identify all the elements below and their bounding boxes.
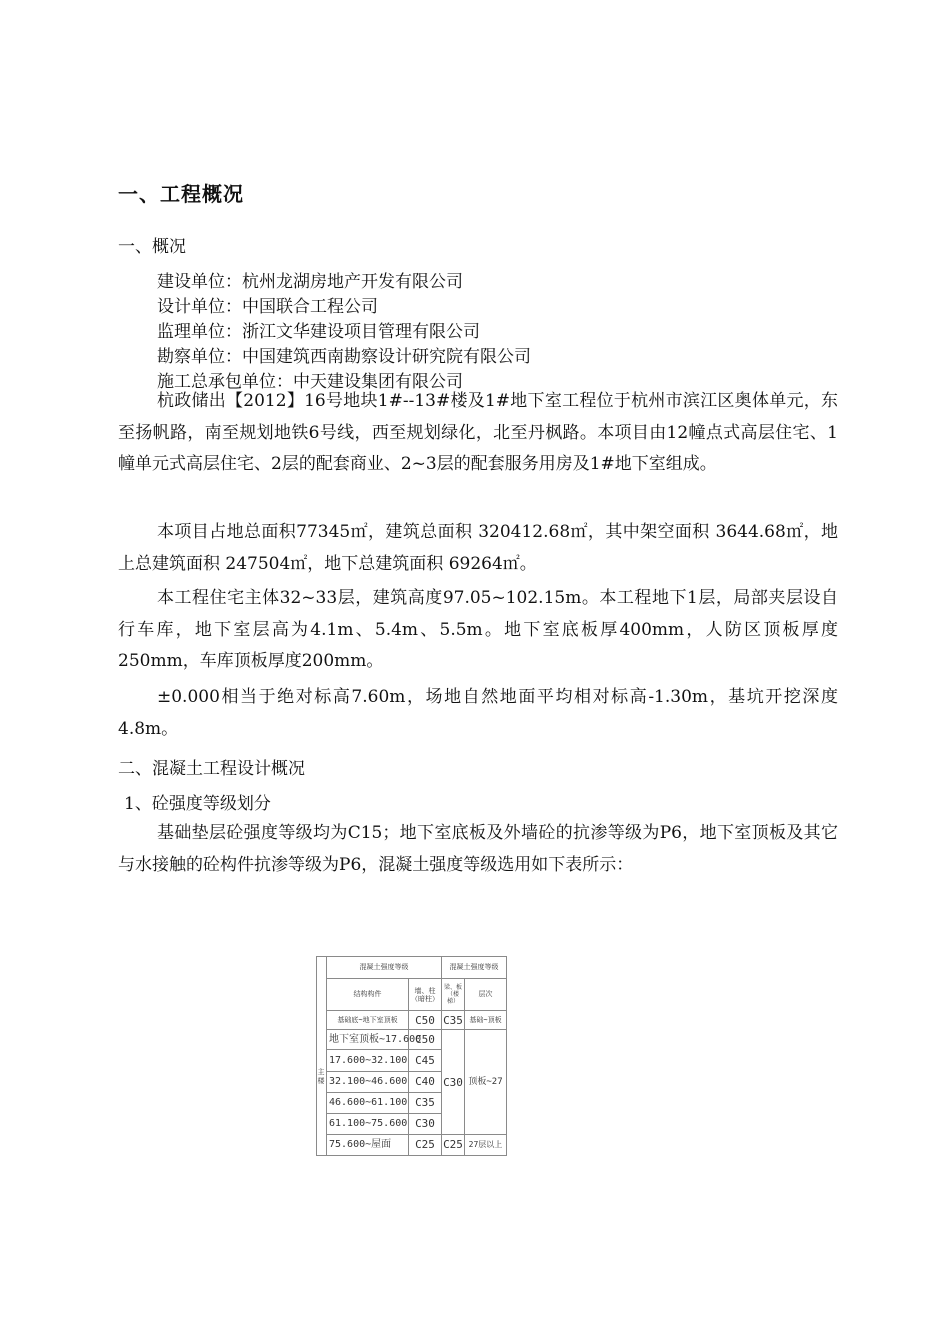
table-cell-part: 61.100~75.600 [327,1113,409,1134]
col-header-wall: 墙、柱（暗柱） [409,979,442,1011]
table-cell-beam-merged: C30 [442,1030,465,1134]
info-line-designer: 设计单位：中国联合工程公司 [157,297,378,317]
info-line-owner: 建设单位：杭州龙湖房地产开发有限公司 [157,272,463,292]
section-1-title: 一、概况 [118,237,186,257]
table-left-strip [317,957,327,1156]
concrete-grade-table [316,956,507,1156]
table-cell-beam: C25 [442,1134,465,1155]
info-line-supervisor: 监理单位：浙江文华建设项目管理有限公司 [157,322,480,342]
concrete-grade-table-image [316,956,506,1156]
info-line-contractor: 施工总承包单位：中天建设集团有限公司 [157,372,463,392]
subsection-title: 1、砼强度等级划分 [124,794,271,814]
col-header-part: 结构构件 [327,979,409,1011]
table-cell-wall: C25 [409,1134,442,1155]
table-cell-part: 基础底~地下室顶板 [327,1011,409,1030]
table-cell-wall: C35 [409,1092,442,1113]
table-cell-floor-merged: 顶板~27 [465,1030,507,1134]
paragraph-location: 杭政储出【2012】16号地块1#--13#楼及1#地下室工程位于杭州市滨江区奥体单元，东至扬帆路，南至规划地铁6号线，西至规划绿化，北至丹枫路。本项目由12幢点式高层住宅、1幢单元式高层住宅、2层的配套商业、2~3层的配套服务用房及1#地下室组成。 [118,391,838,474]
table-cell-wall: C30 [409,1113,442,1134]
paragraph-area: 本项目占地总面积77345㎡，建筑总面积 320412.68㎡，其中架空面积 3644.68㎡，地上总建筑面积 247504㎡，地下总建筑面积 69264㎡。 [118,522,838,574]
table-header-left: 混凝土强度等级 [327,957,442,979]
table-cell-wall: C40 [409,1071,442,1092]
paragraph-structure: 本工程住宅主体32~33层，建筑高度97.05~102.15m。本工程地下1层，局部夹层设自行车库，地下室层高为4.1m、5.4m、5.5m。地下室底板厚400mm，人防区顶板厚度250mm，车库顶板厚度200mm。 [118,588,838,671]
col-header-floor: 层次 [465,979,507,1011]
table-cell-part: 17.600~32.100 [327,1050,409,1071]
table-cell-part: 46.600~61.100 [327,1092,409,1113]
section-2-title: 二、混凝土工程设计概况 [118,759,305,779]
table-cell-part: 32.100~46.600 [327,1071,409,1092]
table-cell-beam: C35 [442,1011,465,1030]
col-header-beam: 梁、板（楼梯） [442,979,465,1011]
paragraph-concrete: 基础垫层砼强度等级均为C15；地下室底板及外墙砼的抗渗等级为P6，地下室顶板及其它与水接触的砼构件抗渗等级为P6，混凝土强度等级选用如下表所示： [118,823,838,875]
table-cell-part: 地下室顶板~17.600 [327,1030,409,1050]
table-cell-floor: 27层以上 [465,1134,507,1155]
page-heading: 一、工程概况 [118,182,244,206]
table-cell-wall: C45 [409,1050,442,1071]
table-header-right: 混凝土强度等级 [442,957,507,979]
info-line-survey: 勘察单位：中国建筑西南勘察设计研究院有限公司 [157,347,531,367]
table-row-label: 主楼 [317,1068,325,1085]
table-cell-wall: C50 [409,1011,442,1030]
table-cell-wall: C50 [409,1030,442,1050]
table-cell-part: 75.600~屋面 [327,1134,409,1155]
paragraph-elevation: ±0.000相当于绝对标高7.60m，场地自然地面平均相对标高-1.30m，基坑开挖深度4.8m。 [118,687,838,739]
table-cell-floor: 基础~顶板 [465,1011,507,1030]
